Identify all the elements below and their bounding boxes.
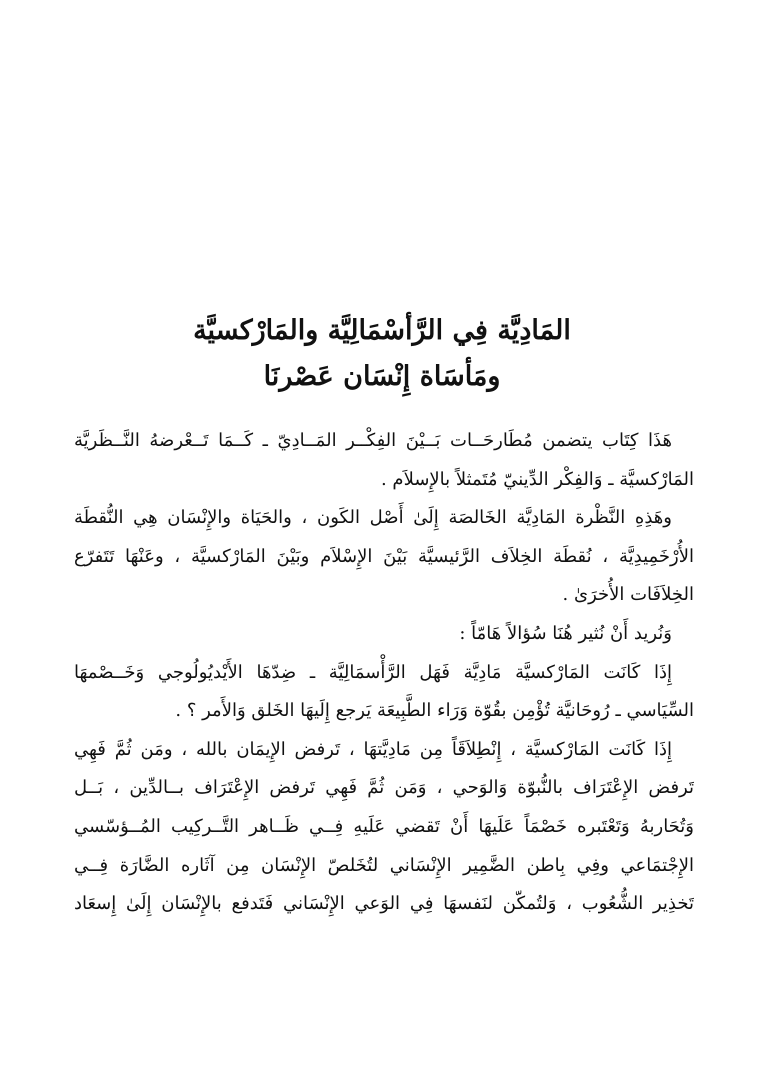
chapter-title-line-1: المَادِيَّة فِي الرَّأسْمَالِيَّة والمَارْكسيَّة bbox=[193, 315, 571, 346]
paragraph-2-line-2: الأُرْخَمِيدِيَّة ، نُقطَة الخِلاَف الرَّئيسيَّة بَيْنَ الإِسْلاَم وبَيْنَ المَارْكسيَّة ، وعَنْهَا تَتَفرّع bbox=[74, 545, 694, 567]
chapter-title-line-2: ومَأسَاة إِنْسَان عَصْرنَا bbox=[263, 361, 501, 392]
paragraph-4-line-1: إِذَا كَانَت المَارْكسيَّة مَادِيَّة فَهَل الرَّأْسمَالِيَّة ـ ضِدّهَا الأَيْديُولُوجي وَخَــصْمهَا bbox=[74, 661, 672, 683]
paragraph-2-line-1: وهَذِهِ النَّظْرة المَادِيَّة الخَالصَة إِلَىٰ أَصْل الكَون ، والحَيَاة والإِنْسَان هِي النُّقطَة bbox=[74, 507, 672, 529]
paragraph-5-line-3: وَتُحَاربهُ وَتَعْتَبره خَصْمَاً عَلَيهَا أَنْ تَقضي عَلَيهِ فِــي ظَــاهر التَّــركِيب المُــؤسّسي bbox=[74, 815, 694, 837]
paragraph-4-line-2: السِّيَاسي ـ رُوحَانيَّة تُؤْمِن بقُوّة وَرَاء الطَّبِيعَة يَرجع إِلَيهَا الخَلق وَالأَمر ؟ . bbox=[175, 700, 694, 722]
paragraph-1-line-2: المَارْكسيَّة ـ وَالفِكْر الدِّينيّ مُتَمثلاً بالإِسلاَم . bbox=[380, 468, 694, 490]
paragraph-3-line-1: وَنُريد أَنْ نُثير هُنَا سُؤالاً هَامّاً : bbox=[459, 622, 672, 644]
chapter-title bbox=[60, 308, 704, 400]
paragraph-5-line-1: إِذَا كَانَت المَارْكسيَّة ، إِنْطِلاَقَاً مِن مَادِيَّتهَا ، تَرفض الإِيمَان بالله ، ومَن ثُمَّ فَهِي bbox=[74, 738, 672, 760]
paragraph-5-line-2: تَرفض الإِعْتَرَاف بالنُّبوّة وَالوَحي ، وَمَن ثُمَّ فَهِي تَرفض الإِعْتَرَاف بــالدِّين ، بَــل bbox=[74, 777, 694, 799]
paragraph-5-line-4: الإِجْتمَاعي وفِي بِاطن الضَّمِير الإِنْسَاني لتُخَلصّ الإِنْسَان مِن آثَاره الضَّارَة فِــي bbox=[74, 854, 694, 876]
paragraph-2-line-3: الخِلاَفَات الأُخرَىٰ . bbox=[562, 584, 694, 606]
paragraph-5-line-5: تَخذِير الشُّعُوب ، وَلتُمكّن لنَفسهَا فِي الوَعي الإِنْسَاني فَتَدفع بالإِنْسَان إِلَىٰ إِسعَاد bbox=[74, 893, 694, 915]
paragraph-1-line-1: هَذَا كِتَاب يتضمن مُطَارحَــات بَــيْنَ الفِكْــر المَــادِيّ ـ كَــمَا تَــعْرضهُ النَّــظَريَّة bbox=[74, 430, 672, 451]
body-text bbox=[74, 422, 694, 924]
